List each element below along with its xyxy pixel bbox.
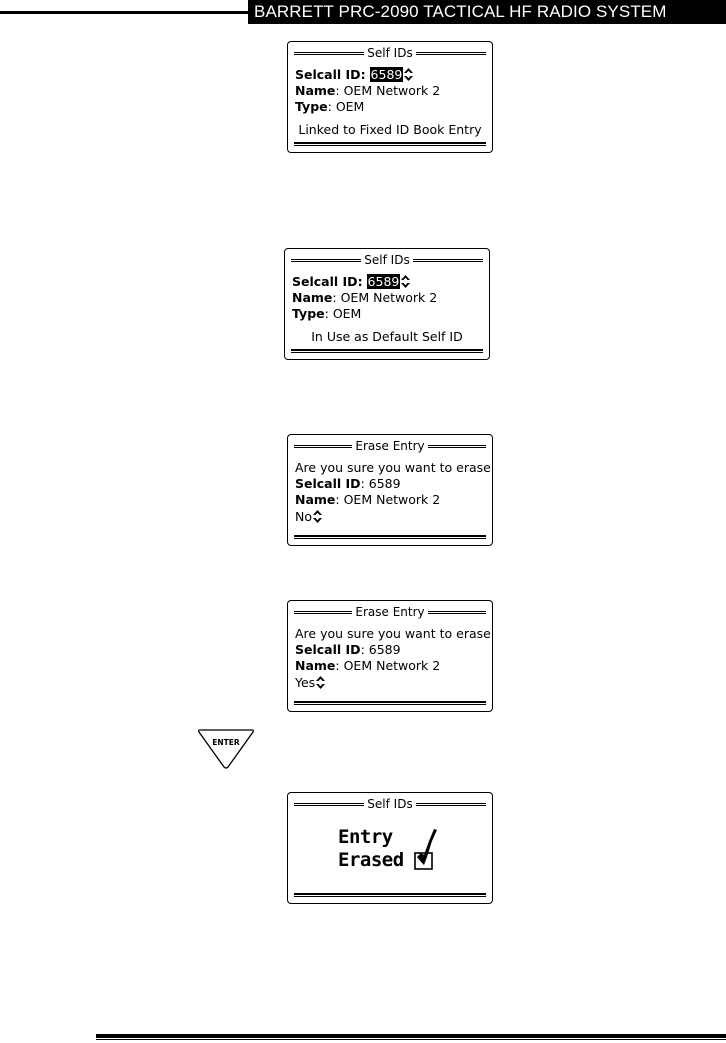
header-rule	[0, 11, 248, 14]
status-text: Linked to Fixed ID Book Entry	[298, 122, 482, 137]
footer-rule	[96, 1034, 726, 1040]
status-text: In Use as Default Self ID	[311, 329, 463, 344]
name-value: OEM Network 2	[340, 290, 438, 305]
name-label: Name	[295, 83, 336, 98]
lcd-screen-self-ids-linked	[287, 41, 493, 153]
erase-choice[interactable]: Yes	[295, 675, 316, 690]
lcd-title-bar	[291, 252, 483, 268]
selcall-label: Selcall ID	[292, 274, 358, 289]
page-header-title: BARRETT PRC-2090 TACTICAL HF RADIO SYSTEM	[248, 0, 726, 24]
lcd-title-bar	[294, 438, 486, 454]
selcall-label: Selcall ID	[295, 67, 361, 82]
selcall-row: Selcall ID: 6589	[295, 642, 401, 657]
name-row: Name: OEM Network 2	[295, 658, 441, 673]
type-row: Type: OEM	[295, 99, 365, 114]
entry-erased-line2: Erased	[338, 849, 404, 871]
selcall-label: Selcall ID	[295, 476, 361, 491]
lcd-screen-self-ids-default	[284, 248, 490, 360]
name-value: OEM Network 2	[343, 492, 441, 507]
selcall-label: Selcall ID	[295, 642, 361, 657]
enter-key-button[interactable]	[197, 728, 255, 770]
name-label: Name	[292, 290, 333, 305]
lcd-screen-erase-entry-no	[287, 434, 493, 546]
lcd-bottom-rule	[294, 535, 486, 539]
name-row: Name: OEM Network 2	[295, 83, 441, 98]
type-label: Type	[295, 99, 328, 114]
selcall-value: 6589	[368, 642, 401, 657]
selcall-value: 6589	[368, 476, 401, 491]
up-down-arrows-icon	[316, 676, 325, 692]
selcall-row: Selcall ID: 6589	[295, 476, 401, 491]
selcall-value[interactable]: 6589	[367, 274, 400, 289]
choice-row	[295, 509, 322, 526]
name-label: Name	[295, 492, 336, 507]
name-value: OEM Network 2	[343, 658, 441, 673]
entry-erased-line1: Entry	[338, 826, 393, 848]
selcall-row: Selcall ID: 6589	[292, 274, 410, 291]
lcd-title: Erase Entry	[355, 439, 425, 453]
enter-key-label: ENTER	[212, 738, 240, 747]
lcd-title: Self IDs	[364, 253, 410, 267]
checkmark-icon	[412, 827, 444, 875]
erase-question: Are you sure you want to erase	[295, 460, 491, 475]
name-value: OEM Network 2	[343, 83, 441, 98]
lcd-screen-erase-entry-yes	[287, 600, 493, 712]
name-row: Name: OEM Network 2	[295, 492, 441, 507]
lcd-screen-entry-erased	[287, 792, 493, 904]
lcd-title-bar	[294, 796, 486, 812]
lcd-title-bar	[294, 604, 486, 620]
lcd-title: Self IDs	[367, 46, 413, 60]
selcall-row: Selcall ID: 6589	[295, 67, 413, 84]
lcd-bottom-rule	[294, 701, 486, 705]
choice-row	[295, 675, 325, 692]
up-down-arrows-icon	[404, 68, 413, 84]
lcd-bottom-rule	[291, 349, 483, 353]
erase-choice[interactable]: No	[295, 509, 312, 524]
lcd-title: Erase Entry	[355, 605, 425, 619]
type-row: Type: OEM	[292, 306, 362, 321]
type-label: Type	[292, 306, 325, 321]
up-down-arrows-icon	[401, 275, 410, 291]
name-row: Name: OEM Network 2	[292, 290, 438, 305]
erase-question: Are you sure you want to erase	[295, 626, 491, 641]
lcd-bottom-rule	[294, 893, 486, 897]
up-down-arrows-icon	[313, 510, 322, 526]
lcd-title: Self IDs	[367, 797, 413, 811]
lcd-title-bar	[294, 45, 486, 61]
selcall-value[interactable]: 6589	[370, 67, 403, 82]
type-value: OEM	[335, 99, 365, 114]
type-value: OEM	[332, 306, 362, 321]
name-label: Name	[295, 658, 336, 673]
lcd-bottom-rule	[294, 142, 486, 146]
